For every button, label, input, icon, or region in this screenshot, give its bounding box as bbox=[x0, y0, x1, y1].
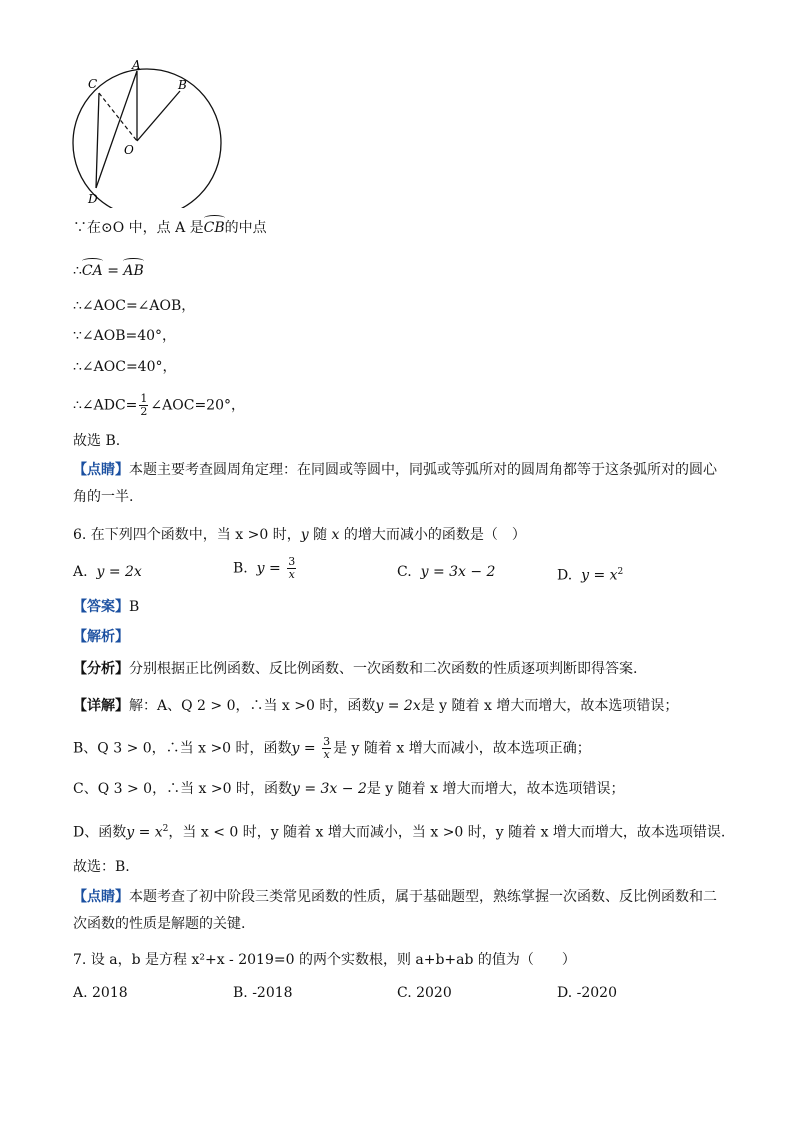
sol5-line6 bbox=[73, 393, 245, 418]
segment-ob bbox=[137, 91, 180, 141]
arc-ca: CA bbox=[81, 263, 103, 279]
sol5-line5: ∴∠AOC=40°， bbox=[73, 359, 177, 375]
option-expr: y = 2x bbox=[96, 564, 142, 580]
q6-stem-pre: 6. 在下列四个函数中，当 x >0 时， bbox=[73, 527, 301, 543]
q7-option-c: C. 2020 bbox=[397, 985, 452, 1001]
q6-answer bbox=[73, 597, 139, 617]
circle-figure bbox=[66, 58, 236, 208]
q6-comment bbox=[73, 884, 723, 938]
q6-stem bbox=[73, 525, 526, 545]
frac-den: x bbox=[288, 568, 295, 581]
sol5-line1-post: 的中点 bbox=[224, 220, 267, 236]
option-label: C. bbox=[397, 564, 412, 580]
sol5-line2-eq: = bbox=[102, 263, 124, 279]
label-d: D bbox=[88, 192, 98, 206]
segment-ad bbox=[96, 71, 137, 188]
detail-d-pre: D、函数 bbox=[73, 824, 127, 841]
answer-value: B bbox=[129, 599, 140, 615]
q7-option-a: A. 2018 bbox=[73, 985, 128, 1001]
q6-fenxi bbox=[73, 659, 637, 679]
sol5-line2-pre: ∴ bbox=[73, 263, 82, 279]
q6-option-c bbox=[397, 562, 495, 582]
segment-cd bbox=[96, 93, 99, 188]
q7-option-d: D. -2020 bbox=[557, 985, 617, 1001]
label-c: C bbox=[88, 77, 98, 91]
fenxi-tag: 【分析】 bbox=[73, 661, 129, 677]
comment-tag: 【点睛】 bbox=[73, 462, 129, 478]
fraction-3-over-x bbox=[322, 736, 331, 761]
frac-num: 1 bbox=[140, 392, 148, 405]
comment-text: 本题考查了初中阶段三类常见函数的性质，属于基础题型，熟练掌握一次函数、反比例函数和二次函数的性质是解题的关键. bbox=[73, 889, 717, 932]
detail-c-expr: y = 3x − 2 bbox=[291, 781, 367, 797]
detail-a-pre: 解：A、Q 2 > 0，∴当 x >0 时，函数 bbox=[129, 698, 376, 714]
arc-ab: AB bbox=[123, 263, 144, 279]
frac-num: 3 bbox=[323, 735, 331, 748]
frac-num: 3 bbox=[288, 555, 296, 568]
q6-option-b bbox=[233, 556, 298, 581]
q6-detail-a bbox=[73, 696, 678, 716]
option-expr: y = 3x − 2 bbox=[420, 564, 496, 580]
q6-option-d bbox=[557, 562, 623, 586]
answer-tag: 【答案】 bbox=[73, 599, 129, 615]
detail-c-pre: C、Q 3 > 0，∴当 x >0 时，函数 bbox=[73, 781, 292, 797]
detail-b-y: y = bbox=[291, 740, 321, 757]
sol5-line1 bbox=[73, 218, 267, 238]
detail-d-expr: y = x bbox=[126, 824, 163, 841]
fenxi-text: 分别根据正比例函数、反比例函数、一次函数和二次函数的性质逐项判断即得答案. bbox=[129, 661, 638, 677]
option-sup: 2 bbox=[617, 567, 624, 577]
sol5-line1-pre: ∵在⊙O 中，点 A 是 bbox=[73, 220, 204, 236]
sol5-line6-post: ∠AOC=20°， bbox=[150, 397, 245, 414]
frac-den: x bbox=[323, 748, 330, 761]
sol5-line6-pre: ∴∠ADC= bbox=[73, 397, 138, 414]
detail-b-pre: B、Q 3 > 0，∴当 x >0 时，函数 bbox=[73, 740, 292, 757]
option-label: D. bbox=[557, 567, 573, 584]
sol5-comment bbox=[73, 457, 723, 511]
q6-detail-d bbox=[73, 819, 725, 843]
detail-d-sup: 2 bbox=[162, 824, 169, 834]
xiangjie-tag: 【详解】 bbox=[73, 698, 129, 714]
option-label: A. bbox=[73, 564, 88, 580]
detail-c-post: 是 y 随着 x 增大而增大，故本选项错误； bbox=[366, 781, 625, 797]
q7-option-b: B. -2018 bbox=[233, 985, 293, 1001]
q6-stem-y: y bbox=[300, 527, 309, 543]
label-a: A bbox=[132, 58, 141, 72]
sol5-line2 bbox=[73, 261, 144, 281]
q6-stem-post: 的增大而减小的函数是（ ） bbox=[339, 527, 526, 543]
q6-option-a bbox=[73, 562, 142, 582]
detail-d-post: ，当 x < 0 时，y 随着 x 增大而减小，当 x >0 时，y 随着 x 增大而增大，故本选项错误. bbox=[168, 824, 726, 841]
q6-analysis-tag bbox=[73, 627, 129, 647]
arc-cb: CB bbox=[203, 220, 225, 236]
option-expr: y = x bbox=[581, 567, 618, 584]
label-b: B bbox=[178, 78, 187, 92]
sol5-line7: 故选 B. bbox=[73, 433, 121, 449]
fraction-one-half bbox=[139, 393, 148, 418]
q6-stem-mid: 随 bbox=[308, 527, 332, 543]
q6-stem-x: x bbox=[331, 527, 340, 543]
analysis-tag: 【解析】 bbox=[73, 629, 129, 645]
q7-stem: 7. 设 a，b 是方程 x²+x - 2019=0 的两个实数根，则 a+b+ab 的值为（ ） bbox=[73, 952, 576, 968]
option-label: B. bbox=[233, 560, 248, 577]
detail-a-expr: y = 2x bbox=[375, 698, 421, 714]
detail-b-post: 是 y 随着 x 增大而减小，故本选项正确； bbox=[333, 740, 591, 757]
option-expr-y: y = bbox=[256, 560, 286, 577]
segment-co-dashed bbox=[99, 93, 137, 141]
sol5-line3: ∴∠AOC=∠AOB， bbox=[73, 298, 196, 314]
comment-tag: 【点睛】 bbox=[73, 889, 129, 905]
sol5-line4: ∵∠AOB=40°， bbox=[73, 328, 177, 344]
q6-conclusion: 故选：B. bbox=[73, 859, 130, 875]
frac-den: 2 bbox=[140, 405, 148, 418]
detail-a-post: 是 y 随着 x 增大而增大，故本选项错误； bbox=[420, 698, 679, 714]
label-o: O bbox=[124, 143, 134, 157]
fraction-3-over-x bbox=[287, 556, 296, 581]
q6-detail-c bbox=[73, 779, 624, 799]
q6-detail-b bbox=[73, 736, 591, 761]
comment-text: 本题主要考查圆周角定理：在同圆或等圆中，同弧或等弧所对的圆周角都等于这条弧所对的圆心角的一半. bbox=[73, 462, 717, 505]
